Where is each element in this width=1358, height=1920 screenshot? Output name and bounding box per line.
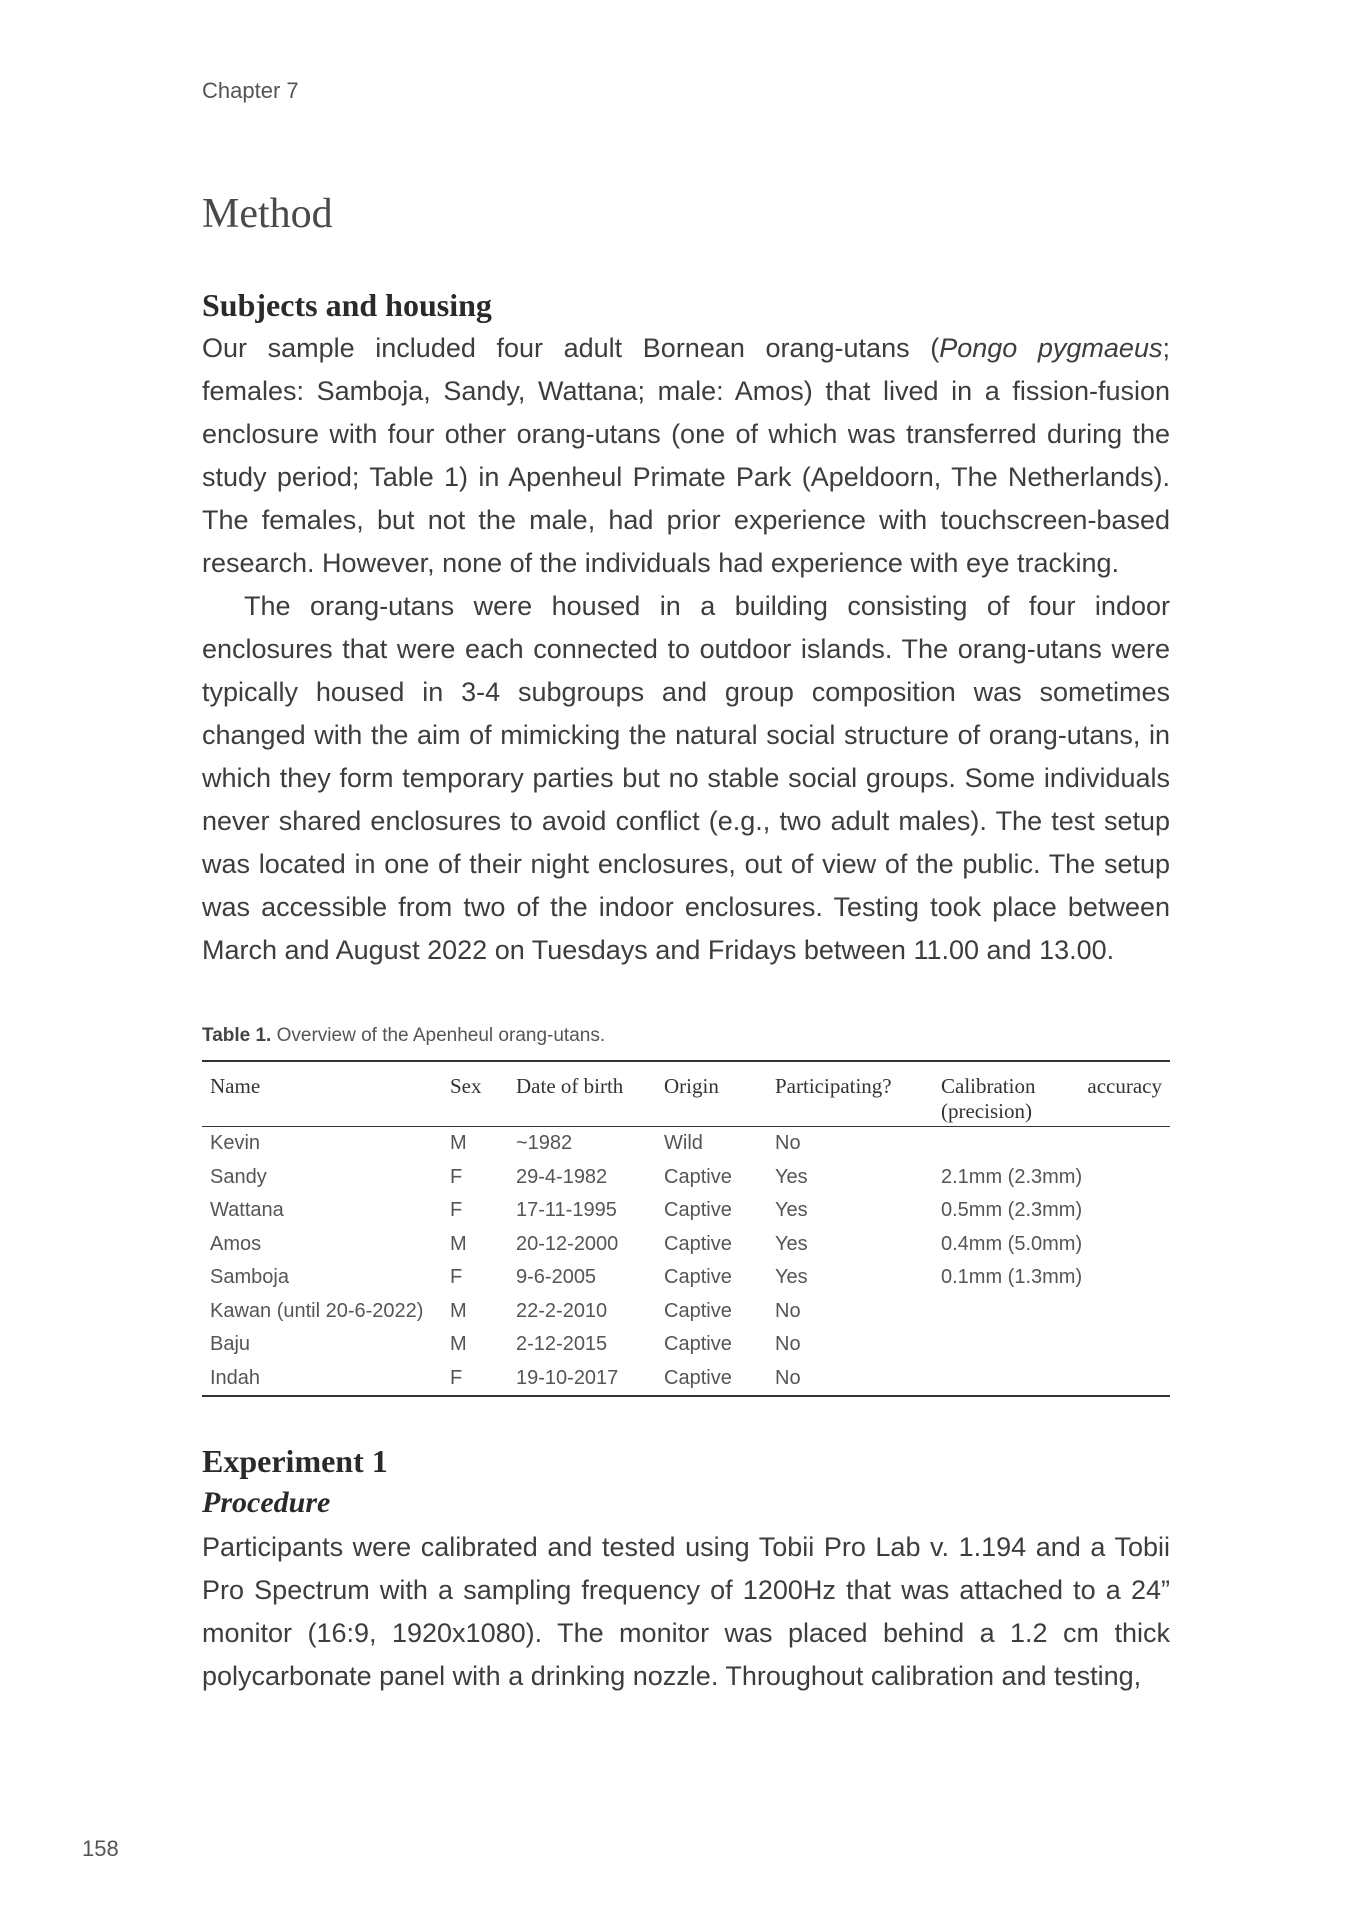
cell-sex: F	[450, 1266, 463, 1288]
table-row	[202, 1194, 1170, 1228]
subjects-paragraph-1	[202, 327, 1170, 585]
header-participating: Participating?	[767, 1061, 933, 1127]
cell-name: Indah	[202, 1362, 442, 1397]
cell-sex: M	[450, 1232, 467, 1255]
cell-name: Amos	[210, 1232, 262, 1255]
cell-origin: Captive	[664, 1266, 732, 1288]
cell-dob: 9-6-2005	[516, 1266, 597, 1288]
cell-name: Kevin	[210, 1132, 261, 1154]
experiment1-heading: Experiment 1	[202, 1443, 388, 1479]
cell-name: Samboja	[210, 1266, 289, 1288]
cell-dob: 2-12-2015	[516, 1333, 608, 1355]
table-caption-label: Table 1.	[202, 1025, 272, 1046]
subjects-heading: Subjects and housing	[202, 287, 492, 323]
cell-calibration	[933, 1328, 1170, 1362]
subjects-section	[202, 285, 1170, 972]
header-calibration-c: (precision)	[941, 1099, 1032, 1123]
table-row	[202, 1328, 1170, 1362]
cell-name: Sandy	[210, 1165, 267, 1188]
cell-participating: Yes	[775, 1199, 808, 1221]
cell-dob: 19-10-2017	[508, 1362, 656, 1397]
cell-origin: Captive	[664, 1199, 732, 1221]
cell-origin: Wild	[664, 1132, 703, 1154]
cell-calibration	[933, 1127, 1170, 1161]
cell-participating: No	[775, 1333, 801, 1355]
experiment1-section	[202, 1440, 1170, 1698]
table-row	[202, 1161, 1170, 1195]
cell-sex: F	[450, 1199, 463, 1221]
cell-participating: No	[775, 1132, 801, 1154]
cell-calibration: 0.5mm (2.3mm)	[941, 1199, 1083, 1221]
orangutan-table	[202, 1060, 1170, 1397]
cell-dob: 20-12-2000	[516, 1232, 619, 1255]
cell-origin: Captive	[656, 1362, 767, 1397]
cell-participating: Yes	[775, 1266, 808, 1288]
cell-name: Kawan (until 20-6-2022)	[210, 1299, 424, 1322]
header-calibration-b: accuracy	[1087, 1074, 1162, 1098]
p1-text-b: ; females: Samboja, Sandy, Wattana; male: Amos) that lived in a fission-fusion enclosure with four other orang-utans (one of which was transferred during the study period; Table 1) in Apenheul Primate Park (Apeldoorn, The Netherlands). The females, but not the male, had prior experience with touchscreen-based research. However, none of the individuals had experience with eye tracking.	[202, 333, 1170, 578]
header-calibration	[933, 1061, 1170, 1127]
page-number: 158	[82, 1836, 119, 1861]
procedure-paragraph: Participants were calibrated and tested using Tobii Pro Lab v. 1.194 and a Tobii Pro Spectrum with a sampling frequency of 1200Hz that was attached to a 24” monitor (16:9, 1920x1080). The monitor was placed behind a 1.2 cm thick polycarbonate panel with a drinking nozzle. Throughout calibration and testing,	[202, 1532, 1170, 1691]
running-head: Chapter 7	[202, 78, 299, 103]
table-row	[202, 1261, 1170, 1295]
cell-participating: No	[767, 1362, 933, 1397]
table-body	[202, 1127, 1170, 1397]
procedure-heading: Procedure	[202, 1486, 331, 1519]
header-name: Name	[202, 1061, 442, 1127]
cell-origin: Captive	[664, 1299, 732, 1322]
cell-dob: 17-11-1995	[516, 1199, 617, 1221]
table-row	[202, 1127, 1170, 1161]
header-origin: Origin	[656, 1061, 767, 1127]
cell-sex: M	[450, 1299, 467, 1322]
cell-name: Wattana	[210, 1199, 284, 1221]
cell-participating: No	[775, 1299, 801, 1322]
cell-calibration	[933, 1295, 1170, 1329]
cell-name: Baju	[210, 1333, 251, 1355]
cell-dob: 22-2-2010	[516, 1299, 608, 1322]
section-title: Method	[202, 191, 333, 237]
cell-sex: M	[450, 1333, 467, 1355]
cell-participating: Yes	[775, 1165, 808, 1188]
table-header-row	[202, 1061, 1170, 1127]
cell-origin: Captive	[664, 1165, 732, 1188]
subjects-paragraph-2: The orang-utans were housed in a building consisting of four indoor enclosures that were each connected to outdoor islands. The orang-utans were typically housed in 3-4 subgroups and group composition was sometimes changed with the aim of mimicking the natural social structure of orang-utans, in which they form temporary parties but no stable social groups. Some individuals never shared enclosures to avoid conflict (e.g., two adult males). The test setup was located in one of their night enclosures, out of view of the public. The setup was accessible from two of the indoor enclosures. Testing took place between March and August 2022 on Tuesdays and Fridays between 11.00 and 13.00.	[202, 591, 1170, 965]
table-caption	[202, 1025, 605, 1047]
species-name: Pongo pygmaeus	[939, 333, 1163, 363]
cell-dob: 29-4-1982	[516, 1165, 608, 1188]
table-caption-text: Overview of the Apenheul orang-utans.	[271, 1025, 606, 1046]
cell-origin: Captive	[664, 1232, 732, 1255]
header-sex: Sex	[442, 1061, 508, 1127]
cell-calibration: 0.4mm (5.0mm)	[941, 1232, 1083, 1255]
cell-origin: Captive	[664, 1333, 732, 1355]
cell-calibration: 2.1mm (2.3mm)	[941, 1165, 1083, 1188]
cell-calibration	[933, 1362, 1170, 1397]
table-row	[202, 1362, 1170, 1397]
cell-sex: F	[442, 1362, 508, 1397]
cell-calibration: 0.1mm (1.3mm)	[941, 1266, 1083, 1288]
p1-text-a: Our sample included four adult Bornean orang-utans (	[202, 333, 940, 363]
cell-sex: F	[450, 1165, 463, 1188]
header-calibration-a: Calibration	[941, 1074, 1036, 1098]
cell-participating: Yes	[775, 1232, 808, 1255]
table-row	[202, 1228, 1170, 1262]
header-dob: Date of birth	[508, 1061, 656, 1127]
cell-dob: ~1982	[516, 1132, 573, 1154]
cell-sex: M	[450, 1132, 467, 1154]
table-row	[202, 1295, 1170, 1329]
